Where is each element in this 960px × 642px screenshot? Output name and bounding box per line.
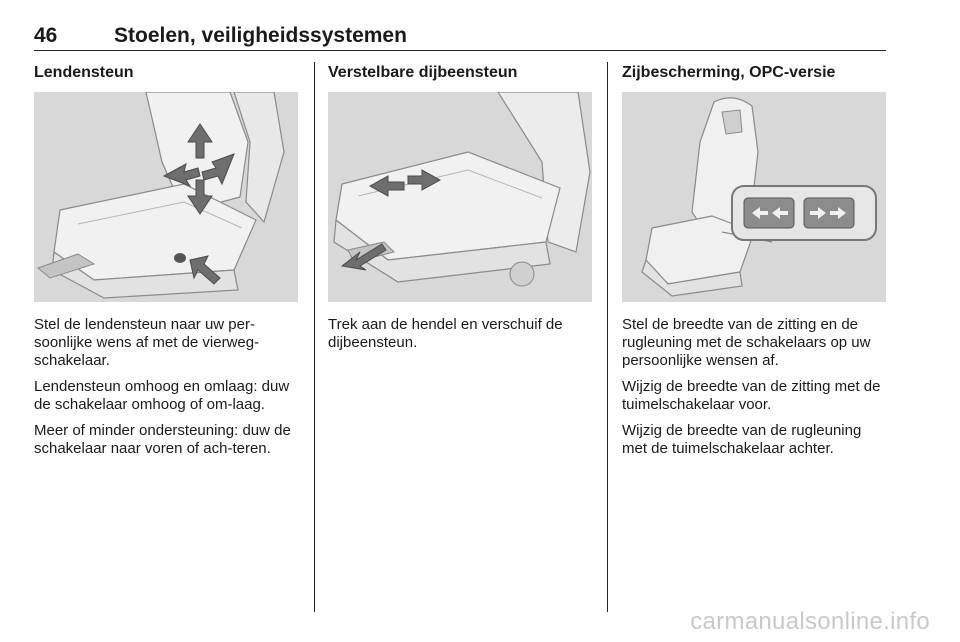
section-body: [622, 316, 888, 458]
page-header: [34, 24, 886, 51]
section-heading: Verstelbare dijbeensteun: [328, 64, 518, 81]
paragraph: Wijzig de breedte van de zitting met de tuimelschakelaar voor.: [622, 378, 881, 413]
section-body: [328, 316, 592, 352]
paragraph: Meer of minder ondersteuning: duw de schakelaar naar voren of ach-teren.: [34, 422, 291, 457]
paragraph: Stel de breedte van de zitting en de rugleuning met de schakelaars op uw persoonlijke wensen af.: [622, 316, 871, 369]
lumbar-support-illustration: [34, 92, 298, 302]
section-side-bolster-opc: [622, 62, 888, 466]
thigh-support-illustration: [328, 92, 592, 302]
page-number: 46: [34, 24, 58, 47]
column-divider: [607, 62, 608, 612]
section-heading: Zijbescherming, OPC-versie: [622, 64, 836, 81]
section-heading: Lendensteun: [34, 64, 134, 81]
paragraph: Stel de lendensteun naar uw per-soonlijke wens af met de vierweg-schakelaar.: [34, 316, 260, 369]
section-thigh-support: [328, 62, 592, 360]
column-divider: [314, 62, 315, 612]
paragraph: Trek aan de hendel en verschuif de dijbeensteun.: [328, 316, 563, 351]
chapter-title: Stoelen, veiligheidssystemen: [114, 24, 407, 47]
section-lumbar-support: [34, 62, 298, 466]
paragraph: Wijzig de breedte van de rugleuning met de tuimelschakelaar achter.: [622, 422, 862, 457]
watermark: carmanualsonline.info: [690, 608, 930, 635]
section-body: [34, 316, 298, 458]
paragraph: Lendensteun omhoog en omlaag: duw de schakelaar omhoog of om-laag.: [34, 378, 290, 413]
side-bolster-illustration: [622, 92, 886, 302]
